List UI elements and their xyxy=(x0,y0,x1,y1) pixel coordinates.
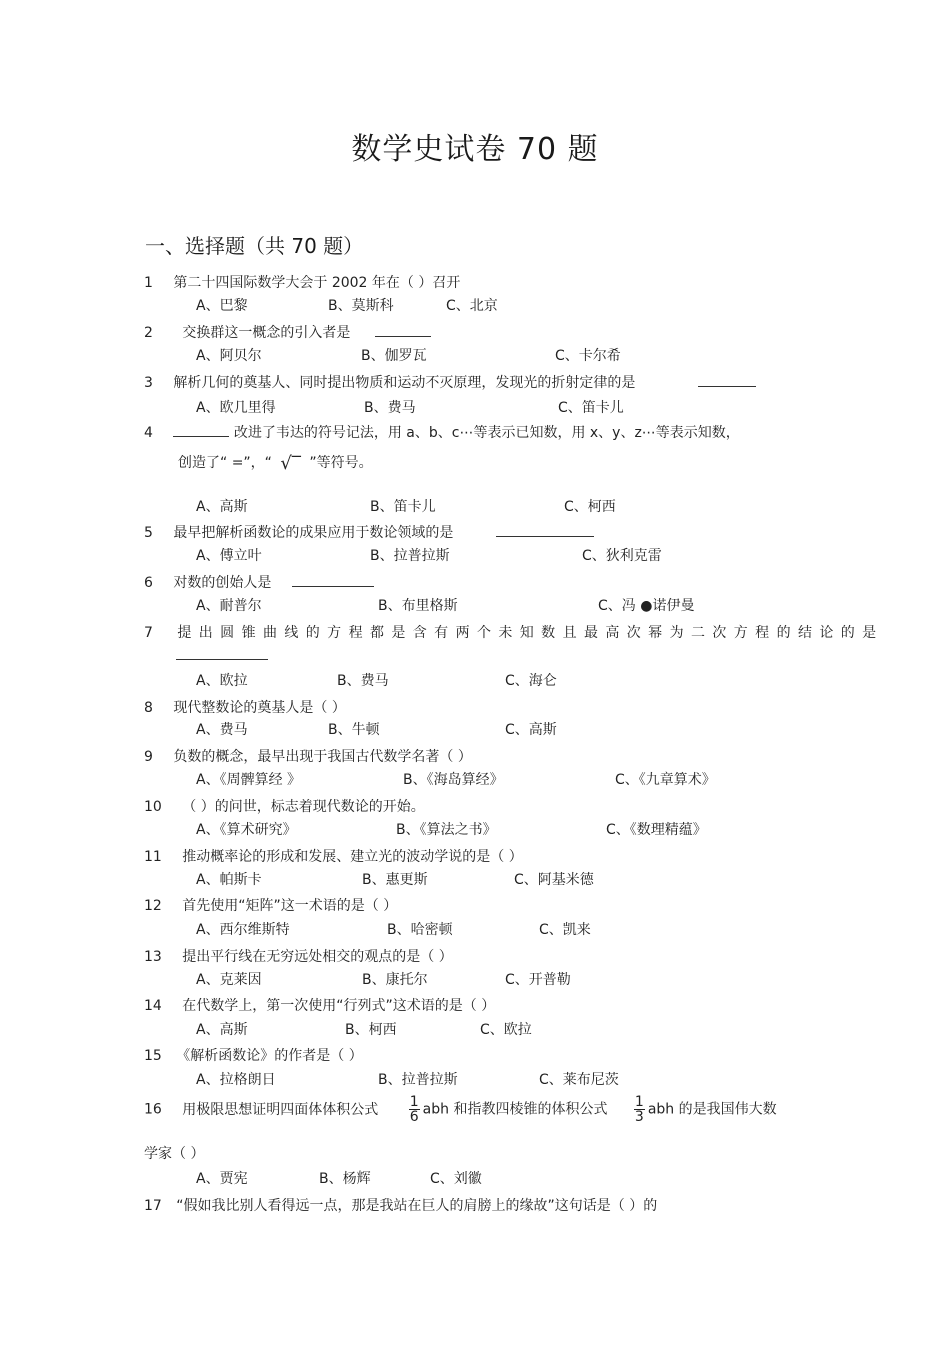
answer-blank[interactable] xyxy=(292,574,374,587)
option-a: A、拉格朗日 xyxy=(196,1072,276,1088)
option-a: A、西尔维斯特 xyxy=(196,922,290,938)
question-text: 推动概率论的形成和发展、建立光的波动学说的是（ ） xyxy=(182,849,523,865)
option-b: B、柯西 xyxy=(345,1022,397,1038)
option-a: A、帕斯卡 xyxy=(196,872,262,888)
option-a: A、欧拉 xyxy=(196,673,248,689)
question-number: 2 xyxy=(144,325,153,341)
question-number: 1 xyxy=(144,275,153,291)
question-number: 13 xyxy=(144,949,162,965)
option-c: C、柯西 xyxy=(564,499,616,515)
answer-blank[interactable] xyxy=(375,324,431,337)
answer-blank[interactable] xyxy=(176,647,268,660)
answer-blank[interactable] xyxy=(698,374,756,387)
question-7 xyxy=(144,622,884,642)
question-16-line-2: 学家（ ） xyxy=(144,1146,205,1162)
option-b: B、《海岛算经》 xyxy=(403,772,504,788)
question-number: 10 xyxy=(144,799,162,815)
question-4-line-2: 创造了“ =”，“ √‾ ”等符号。 xyxy=(178,452,373,474)
option-a: A、高斯 xyxy=(196,499,248,515)
option-c: C、开普勒 xyxy=(505,972,571,988)
question-number: 6 xyxy=(144,575,153,591)
question-text: 在代数学上，第一次使用“行列式”这术语的是（ ） xyxy=(182,998,496,1014)
option-a: A、贾宪 xyxy=(196,1171,248,1187)
answer-blank[interactable] xyxy=(496,524,594,537)
option-a: A、克莱因 xyxy=(196,972,262,988)
fraction-one-third: $\frac{1}{3}$ xyxy=(634,1094,644,1125)
option-c: C、笛卡儿 xyxy=(558,400,624,416)
question-number: 4 xyxy=(144,425,153,441)
option-c: C、欧拉 xyxy=(480,1022,532,1038)
option-b: B、笛卡儿 xyxy=(370,499,436,515)
option-c: C、卡尔希 xyxy=(555,348,621,364)
question-6 xyxy=(144,572,374,592)
option-c: C、凯来 xyxy=(539,922,591,938)
question-15 xyxy=(144,1045,363,1065)
option-a: A、傅立叶 xyxy=(196,548,262,564)
page-title: 数学史试卷 70 题 xyxy=(351,132,599,167)
question-number: 5 xyxy=(144,525,153,541)
question-text: （ ）的问世，标志着现代数论的开始。 xyxy=(182,799,425,815)
option-b: B、牛顿 xyxy=(328,722,380,738)
question-10 xyxy=(144,796,425,816)
question-text: 用极限思想证明四面体体积公式 xyxy=(182,1101,379,1118)
question-number: 11 xyxy=(144,849,162,865)
question-text: 《解析函数论》的作者是（ ） xyxy=(176,1048,363,1064)
question-text: “假如我比别人看得远一点，那是我站在巨人的肩膀上的缘故”这句话是（ ）的 xyxy=(176,1198,658,1214)
section-heading: 一、选择题（共 70 题） xyxy=(145,234,364,258)
option-c: C、莱布尼茨 xyxy=(539,1072,619,1088)
question-number: 14 xyxy=(144,998,162,1014)
option-b: B、费马 xyxy=(364,400,416,416)
question-5 xyxy=(144,522,594,542)
option-a: A、欧几里得 xyxy=(196,400,276,416)
option-c: C、高斯 xyxy=(505,722,557,738)
option-c: C、狄利克雷 xyxy=(582,548,662,564)
question-13 xyxy=(144,946,453,966)
option-b: B、杨辉 xyxy=(319,1171,371,1187)
question-text: 交换群这一概念的引入者是 xyxy=(182,325,351,341)
question-3 xyxy=(144,372,756,392)
question-number: 12 xyxy=(144,898,162,914)
question-text: 改进了韦达的符号记法，用 a、b、c⋯等表示已知数，用 x、y、z⋯等表示知数， xyxy=(233,425,740,441)
sqrt-symbol: √‾ xyxy=(280,452,301,474)
option-b: B、惠更斯 xyxy=(362,872,428,888)
option-a: A、巴黎 xyxy=(196,298,248,314)
fraction-one-sixth: $\frac{1}{6}$ xyxy=(409,1094,419,1125)
option-c: C、刘徽 xyxy=(430,1171,482,1187)
option-a: A、阿贝尔 xyxy=(196,348,262,364)
question-4 xyxy=(144,422,740,442)
question-number: 7 xyxy=(144,625,153,641)
question-9 xyxy=(144,746,472,766)
question-number: 15 xyxy=(144,1048,162,1064)
question-number: 16 xyxy=(144,1101,162,1118)
option-c: C、阿基米德 xyxy=(514,872,594,888)
question-text: 首先使用“矩阵”这一术语的是（ ） xyxy=(182,898,398,914)
question-1 xyxy=(144,272,460,292)
question-text: 对数的创始人是 xyxy=(173,575,272,591)
question-14 xyxy=(144,995,495,1015)
option-b: B、康托尔 xyxy=(362,972,428,988)
option-b: B、费马 xyxy=(337,673,389,689)
option-a: A、《周髀算经 》 xyxy=(196,772,302,788)
option-a: A、费马 xyxy=(196,722,248,738)
option-b: B、伽罗瓦 xyxy=(361,348,427,364)
question-text: 最早把解析函数论的成果应用于数论领域的是 xyxy=(173,525,454,541)
answer-blank[interactable] xyxy=(173,424,229,437)
option-c: C、《数理精蕴》 xyxy=(606,822,707,838)
question-number: 8 xyxy=(144,700,153,716)
question-16: 16 用极限思想证明四面体体积公式 $\frac{1}{6}$ abh 和指教四棱锥的体积公式 $\frac{1}{3}$ abh 的是我国伟大数 xyxy=(144,1094,777,1125)
question-text: 第二十四国际数学大会于 2002 年在（ ）召开 xyxy=(173,275,461,291)
question-number: 17 xyxy=(144,1198,162,1214)
question-number: 3 xyxy=(144,375,153,391)
question-text: 负数的概念，最早出现于我国古代数学名著（ ） xyxy=(173,749,472,765)
question-text: 现代整数论的奠基人是（ ） xyxy=(173,700,346,716)
option-a: A、高斯 xyxy=(196,1022,248,1038)
option-b: B、布里格斯 xyxy=(378,598,458,614)
option-c: C、北京 xyxy=(446,298,498,314)
question-number: 9 xyxy=(144,749,153,765)
option-a: A、《算术研究》 xyxy=(196,822,297,838)
question-17 xyxy=(144,1195,657,1215)
option-a: A、耐普尔 xyxy=(196,598,262,614)
option-b: B、拉普拉斯 xyxy=(370,548,450,564)
question-12 xyxy=(144,895,397,915)
question-2 xyxy=(144,322,431,342)
option-b: B、拉普拉斯 xyxy=(378,1072,458,1088)
option-c: C、海仑 xyxy=(505,673,557,689)
question-8 xyxy=(144,697,346,717)
question-11 xyxy=(144,846,523,866)
option-b: B、《算法之书》 xyxy=(396,822,497,838)
option-c: C、冯 ●诺伊曼 xyxy=(598,598,695,614)
question-text: 提出圆锥曲线的方程都是含有两个未知数且最高次幂为二次方程的结论的是 xyxy=(177,625,884,641)
option-b: B、哈密顿 xyxy=(387,922,453,938)
question-text: 提出平行线在无穷远处相交的观点的是（ ） xyxy=(182,949,453,965)
option-c: C、《九章算术》 xyxy=(615,772,716,788)
option-b: B、莫斯科 xyxy=(328,298,394,314)
question-text: 解析几何的奠基人、同时提出物质和运动不灭原理，发现光的折射定律的是 xyxy=(173,375,636,391)
